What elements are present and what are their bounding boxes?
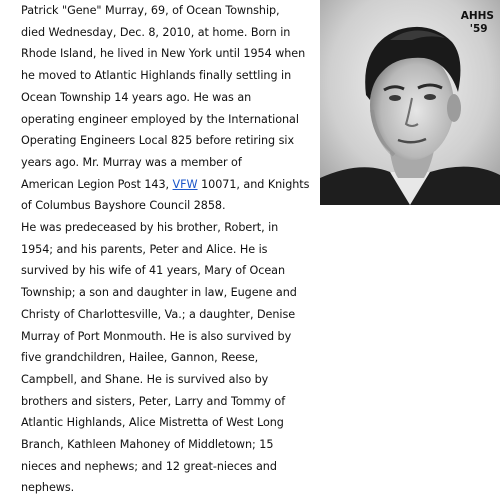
text-line: died Wednesday, Dec. 8, 2010, at home. Born in — [21, 25, 291, 39]
text-line: he moved to Atlantic Highlands finally settling in — [21, 69, 292, 83]
text-line: Rhode Island, he lived in New York until 1954 when — [21, 47, 306, 61]
portrait-photo — [320, 0, 500, 205]
text-line: brothers and sisters, Peter, Larry and Tommy of — [21, 394, 286, 408]
text-line: nieces and nephews; and 12 great-nieces and — [21, 459, 277, 473]
obituary-text — [21, 0, 311, 499]
obituary-paragraph-1 — [21, 0, 311, 217]
text-line: Township; a son and daughter in law, Eugene and — [21, 286, 297, 300]
caption-year: '59 — [469, 23, 488, 35]
text-span: 10071, and Knights — [197, 177, 310, 191]
text-line: Murray of Port Monmouth. He is also survived by — [21, 329, 292, 343]
text-line: He was predeceased by his brother, Robert, in — [21, 221, 279, 235]
text-line: operating engineer employed by the International — [21, 112, 299, 126]
obituary-paragraph-2 — [21, 217, 311, 499]
text-line — [21, 174, 311, 196]
vfw-link[interactable]: VFW — [172, 177, 198, 191]
text-line: nephews. — [21, 481, 75, 495]
text-line: Ocean Township 14 years ago. He was an — [21, 90, 252, 104]
caption-school: AHHS — [460, 10, 494, 22]
text-line: Patrick "Gene" Murray, 69, of Ocean Township, — [21, 4, 280, 17]
text-line: 1954; and his parents, Peter and Alice. He is — [21, 242, 268, 256]
text-line: years ago. Mr. Murray was a member of — [21, 155, 242, 169]
text-line: of Columbus Bayshore Council 2858. — [21, 199, 226, 213]
text-line: Operating Engineers Local 825 before retiring six — [21, 134, 295, 148]
text-span: American Legion Post 143, — [21, 177, 173, 191]
text-line: five grandchildren, Hailee, Gannon, Reese, — [21, 351, 259, 365]
text-line: Atlantic Highlands, Alice Mistretta of West Long — [21, 416, 284, 430]
text-line: survived by his wife of 41 years, Mary of Ocean — [21, 264, 285, 278]
text-line: Branch, Kathleen Mahoney of Middletown; 15 — [21, 438, 274, 452]
text-line: Christy of Charlottesville, Va.; a daughter, Denise — [21, 307, 296, 321]
text-line: Campbell, and Shane. He is survived also by — [21, 372, 269, 386]
photo-caption — [461, 10, 494, 36]
